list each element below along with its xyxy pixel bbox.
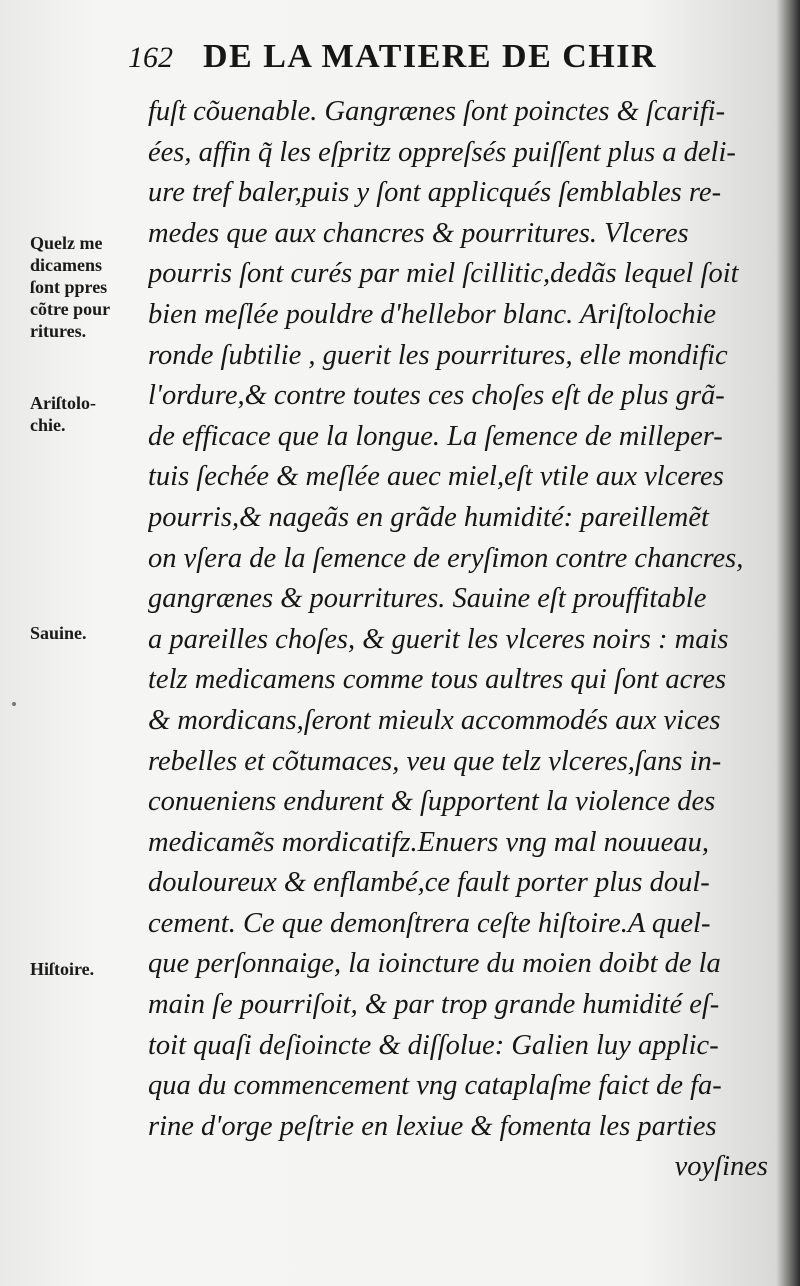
text-line: main ſe pourriſoit, & par trop grande humidité eſ-	[148, 989, 720, 1021]
page-header	[128, 38, 788, 86]
margin-note-line: ritures.	[30, 321, 87, 341]
text-line: ronde ſubtilie , guerit les pourritures, elle mondific	[148, 339, 728, 371]
body-text	[148, 92, 768, 1188]
margin-note-line: Ariſtolo-	[30, 393, 96, 413]
margin-note-histoire	[30, 958, 148, 980]
catchword: voyſines	[674, 1151, 768, 1183]
text-line: medes que aux chancres & pourritures. Vlceres	[148, 217, 689, 249]
margin-note-aristolochie	[30, 392, 148, 436]
text-line: rine d'orge peſtrie en lexiue & fomenta les parties	[148, 1110, 717, 1142]
text-line: qua du commencement vng cataplaſme faict de fa-	[148, 1070, 722, 1102]
text-line: ées, affin q̃ les eſpritz oppreſsés puiſſent plus a deli-	[148, 136, 736, 168]
text-line: conueniens endurent & ſupportent la violence des	[148, 786, 716, 818]
text-line: douloureux & enflambé,ce fault porter plus doul-	[148, 867, 710, 899]
folio-number: 162	[128, 41, 173, 74]
margin-note-sauine	[30, 622, 148, 644]
running-title: DE LA MATIERE DE CHIR	[203, 38, 658, 75]
text-line: gangrænes & pourritures. Sauine eſt prouffitable	[148, 583, 707, 615]
margin-note-line: ſont ppres	[30, 277, 108, 297]
text-line: l'ordure,& contre toutes ces choſes eſt de plus grã-	[148, 380, 725, 412]
text-line: fuſt cõuenable. Gangrænes ſont poinctes & ſcarifi-	[148, 96, 726, 127]
margin-note-line: Quelz me	[30, 233, 103, 253]
text-line: telz medicamens comme tous aultres qui ſont acres	[148, 664, 727, 696]
text-line: pourris,& nageãs en grãde humidité: pareillemẽt	[148, 501, 709, 533]
text-line: a pareilles choſes, & guerit les vlceres noirs : mais	[148, 623, 729, 655]
margin-note-line: chie.	[30, 415, 66, 435]
text-line: tuis ſechée & meſlée auec miel,eſt vtile aux vlceres	[148, 461, 724, 493]
text-line: on vſera de la ſemence de eryſimon contre chancres,	[148, 542, 744, 574]
margin-note-line: Hiſtoire.	[30, 959, 95, 979]
text-line: toit quaſi deſioincte & diſſolue: Galien luy applic-	[148, 1029, 719, 1061]
text-line: & mordicans,ſeront mieulx accommodés aux vices	[148, 704, 721, 736]
text-line: de efficace que la longue. La ſemence de milleper-	[148, 420, 723, 452]
text-line: que perſonnaige, la ioincture du moien doibt de la	[148, 948, 721, 980]
ink-speck	[12, 702, 16, 706]
margin-note-quelz	[30, 232, 148, 342]
text-line: rebelles et cõtumaces, veu que telz vlceres,ſans in-	[148, 745, 722, 777]
margin-note-line: dicamens	[30, 255, 102, 275]
text-line: medicamẽs mordicatifz.Enuers vng mal nouueau,	[148, 826, 709, 858]
margin-note-line: cõtre pour	[30, 299, 111, 319]
text-line: ure tref baler,puis y ſont applicqués ſemblables re-	[148, 177, 722, 209]
text-line: pourris ſont curés par miel ſcillitic,dedãs lequel ſoit	[148, 258, 739, 290]
text-line: bien meſlée pouldre d'hellebor blanc. Ariſtolochie	[148, 298, 717, 330]
text-line: cement. Ce que demonſtrera ceſte hiſtoire.A quel-	[148, 907, 711, 939]
margin-note-line: Sauine.	[30, 623, 87, 643]
